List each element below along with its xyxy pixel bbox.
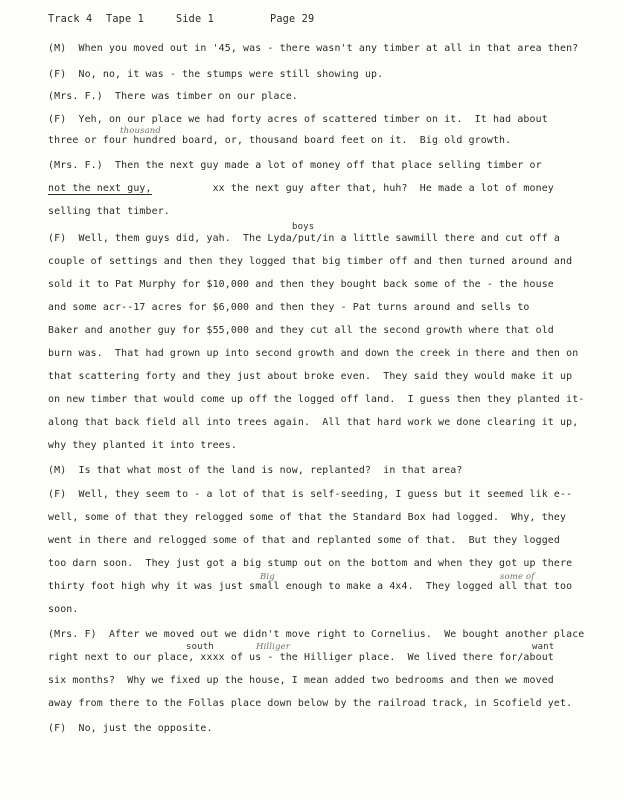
transcript-line: right next to our place, xxxx of us - the Hilliger place. We lived there for/about <box>48 652 554 663</box>
transcript-line: couple of settings and then they logged that big timber off and then turned around and <box>48 256 573 267</box>
transcript-line: away from there to the Follas place down below by the railroad track, in Scofield yet. <box>48 698 573 709</box>
transcript-line: Baker and another guy for $55,000 and they cut all the second growth where that old <box>48 325 554 336</box>
transcript-line: (F) No, no, it was - the stumps were still showing up. <box>48 69 384 80</box>
transcript-line: thirty foot high why it was just small enough to make a 4x4. They logged all that too <box>48 581 573 592</box>
transcript-line: burn was. That had grown up into second growth and down the creek in there and then on <box>48 348 579 359</box>
transcript-line: (Mrs. F.) Then the next guy made a lot of money off that place selling timber or <box>48 160 542 171</box>
transcript-line: sold it to Pat Murphy for $10,000 and then they bought back some of the - the house <box>48 279 554 290</box>
typed-correction-want: want <box>532 642 555 652</box>
transcript-line: that scattering forty and they just about broke even. They said they would make it up <box>48 371 573 382</box>
transcript-line: not the next guy, xx the next guy after that, huh? He made a lot of money <box>48 183 554 194</box>
transcript-line: selling that timber. <box>48 206 170 217</box>
typed-correction-south: south <box>186 642 214 652</box>
transcript-line: (F) Well, them guys did, yah. The Lyda/put/in a little sawmill there and cut off a <box>48 233 561 244</box>
transcript-line: too darn soon. They just got a big stump out on the bottom and when they got up there <box>48 558 573 569</box>
transcript-line: along that back field all into trees again. All that hard work we done clearing it up, <box>48 417 579 428</box>
transcript-line: three or four hundred board, or, thousand board feet on it. Big old growth. <box>48 135 512 146</box>
typed-correction-boys: boys <box>292 222 315 232</box>
transcript-line: went in there and relogged some of that and replanted some of that. But they logged <box>48 535 561 546</box>
transcript-line: soon. <box>48 604 79 615</box>
transcript-line: on new timber that would come up off the logged off land. I guess then they planted it- <box>48 394 585 405</box>
handwritten-note-big: Big <box>260 572 275 582</box>
tape-label: Tape 1 <box>106 14 145 25</box>
track-label: Track 4 <box>48 14 93 25</box>
transcript-line: (F) No, just the opposite. <box>48 723 213 734</box>
transcript-line: and some acr--17 acres for $6,000 and then they - Pat turns around and sells to <box>48 302 530 313</box>
transcript-line: (Mrs. F.) There was timber on our place. <box>48 91 298 102</box>
transcript-line: why they planted it into trees. <box>48 440 237 451</box>
handwritten-note-hilliger: Hilliger <box>256 642 291 652</box>
side-label: Side 1 <box>176 14 215 25</box>
transcript-line: (F) Yeh, on our place we had forty acres of scattered timber on it. It had about <box>48 114 548 125</box>
handwritten-note-thousand: thousand <box>120 126 162 136</box>
transcript-line: six months? Why we fixed up the house, I mean added two bedrooms and then we moved <box>48 675 554 686</box>
page-number: Page 29 <box>270 14 315 25</box>
transcript-line: (M) When you moved out in '45, was - there wasn't any timber at all in that area then? <box>48 43 579 54</box>
transcript-line: (F) Well, they seem to - a lot of that is self-seeding, I guess but it seemed lik e-- <box>48 489 573 500</box>
underline-mark <box>48 194 152 195</box>
transcript-line: (Mrs. F) After we moved out we didn't move right to Cornelius. We bought another place <box>48 629 585 640</box>
transcript-line: well, some of that they relogged some of that the Standard Box had logged. Why, they <box>48 512 567 523</box>
transcript-line: (M) Is that what most of the land is now, replanted? in that area? <box>48 465 463 476</box>
handwritten-note-some-of: some of <box>500 572 535 582</box>
